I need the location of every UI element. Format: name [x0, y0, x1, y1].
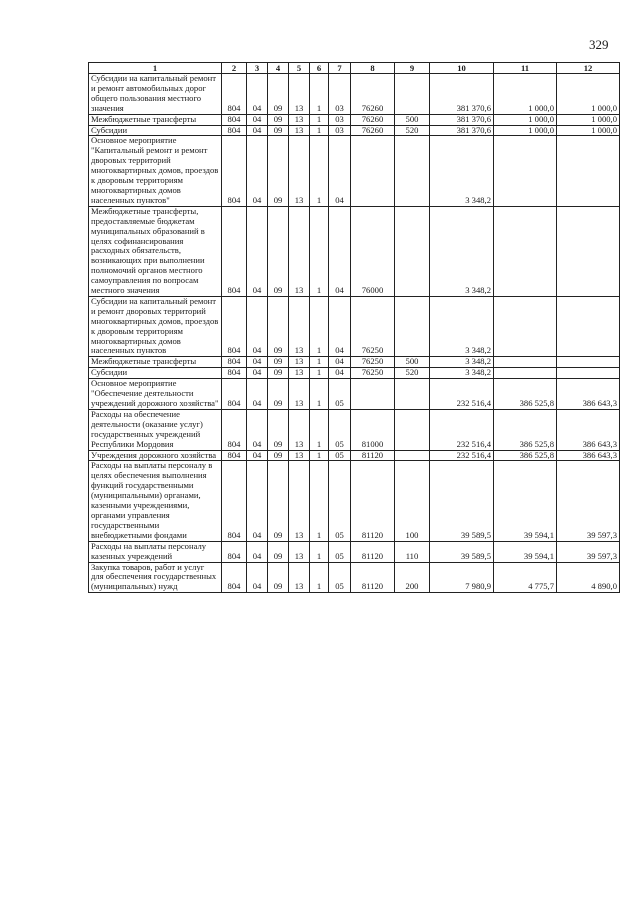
table-cell: 04	[247, 450, 268, 461]
table-cell: 39 589,5	[430, 461, 494, 541]
table-cell: 76260	[351, 125, 395, 136]
table-cell: 13	[289, 136, 310, 206]
table-cell: 03	[329, 125, 351, 136]
table-cell: 386 525,8	[494, 379, 557, 410]
table-cell: 05	[329, 409, 351, 450]
row-label: Субсидии на капитальный ремонт и ремонт автомобильных дорог общего пользования местного значения	[89, 74, 222, 115]
row-label: Расходы на выплаты персоналу казенных учреждений	[89, 541, 222, 562]
table-cell: 500	[395, 114, 430, 125]
table-cell: 04	[247, 125, 268, 136]
table-cell: 386 525,8	[494, 450, 557, 461]
table-cell: 100	[395, 461, 430, 541]
row-label: Расходы на выплаты персоналу в целях обеспечения выполнения функций государственными (муниципальными) органами, казенными учреждениями, органами управления государственными внебюджетными фондами	[89, 461, 222, 541]
table-cell: 1	[310, 541, 329, 562]
table-cell: 04	[329, 357, 351, 368]
table-row	[89, 206, 620, 296]
table-cell: 09	[268, 461, 289, 541]
table-cell: 804	[222, 368, 247, 379]
table-cell: 04	[329, 136, 351, 206]
table-row	[89, 450, 620, 461]
column-header: 7	[329, 63, 351, 74]
table-row	[89, 461, 620, 541]
table-cell: 04	[329, 296, 351, 356]
table-cell: 39 594,1	[494, 461, 557, 541]
table-cell: 05	[329, 461, 351, 541]
table-cell: 81120	[351, 461, 395, 541]
row-label: Межбюджетные трансферты	[89, 114, 222, 125]
table-cell: 39 589,5	[430, 541, 494, 562]
column-header: 12	[557, 63, 620, 74]
table-cell: 13	[289, 450, 310, 461]
table-cell: 13	[289, 357, 310, 368]
table-cell: 09	[268, 409, 289, 450]
table-cell: 05	[329, 541, 351, 562]
table-cell: 05	[329, 562, 351, 593]
table-cell: 04	[247, 206, 268, 296]
row-label: Закупка товаров, работ и услуг для обеспечения государственных (муниципальных) нужд	[89, 562, 222, 593]
row-label: Межбюджетные трансферты	[89, 357, 222, 368]
table-cell	[395, 409, 430, 450]
table-cell: 1	[310, 368, 329, 379]
table-cell: 09	[268, 114, 289, 125]
table-cell	[557, 357, 620, 368]
table-cell: 04	[247, 409, 268, 450]
table-cell	[395, 379, 430, 410]
table-cell: 04	[247, 357, 268, 368]
table-cell: 13	[289, 379, 310, 410]
table-cell: 804	[222, 409, 247, 450]
page-number: 329	[589, 37, 609, 52]
table-cell: 1	[310, 125, 329, 136]
table-cell: 804	[222, 541, 247, 562]
table-cell	[395, 450, 430, 461]
header-row	[89, 63, 620, 74]
table-cell: 804	[222, 461, 247, 541]
table-cell: 386 525,8	[494, 409, 557, 450]
table-cell: 3 348,2	[430, 368, 494, 379]
table-cell	[494, 206, 557, 296]
table-cell: 1	[310, 409, 329, 450]
table-cell: 09	[268, 206, 289, 296]
table-cell: 804	[222, 562, 247, 593]
table-cell: 13	[289, 409, 310, 450]
table-cell: 04	[329, 206, 351, 296]
table-cell: 76260	[351, 74, 395, 115]
table-cell: 05	[329, 379, 351, 410]
table-row	[89, 136, 620, 206]
table-cell: 13	[289, 114, 310, 125]
column-header: 1	[89, 63, 222, 74]
table-row	[89, 409, 620, 450]
table-cell: 13	[289, 461, 310, 541]
table-cell: 09	[268, 379, 289, 410]
table-cell: 76260	[351, 114, 395, 125]
table-cell: 1	[310, 379, 329, 410]
table-cell: 1 000,0	[494, 74, 557, 115]
table-cell	[395, 136, 430, 206]
table-row	[89, 541, 620, 562]
column-header: 11	[494, 63, 557, 74]
table-cell: 7 980,9	[430, 562, 494, 593]
column-header: 2	[222, 63, 247, 74]
table-cell: 04	[247, 136, 268, 206]
table-cell: 804	[222, 379, 247, 410]
table-cell	[494, 357, 557, 368]
table-cell: 110	[395, 541, 430, 562]
table-cell: 05	[329, 450, 351, 461]
table-cell: 804	[222, 357, 247, 368]
column-header: 9	[395, 63, 430, 74]
table-cell: 04	[247, 114, 268, 125]
table-cell: 04	[247, 296, 268, 356]
row-label: Расходы на обеспечение деятельности (оказание услуг) государственных учреждений Республики Мордовия	[89, 409, 222, 450]
column-header: 5	[289, 63, 310, 74]
table-cell: 04	[329, 368, 351, 379]
table-cell: 09	[268, 125, 289, 136]
table-cell: 1	[310, 136, 329, 206]
table-cell: 1	[310, 562, 329, 593]
table-cell: 04	[247, 562, 268, 593]
column-header: 10	[430, 63, 494, 74]
table-cell: 520	[395, 125, 430, 136]
table-cell: 1 000,0	[557, 74, 620, 115]
table-cell: 232 516,4	[430, 379, 494, 410]
row-label: Основное мероприятие "Капитальный ремонт и ремонт дворовых территорий многоквартирных домов, проездов к дворовым территориям многоквартирных домов населенных пунктов"	[89, 136, 222, 206]
table-cell: 1	[310, 357, 329, 368]
table-cell: 81000	[351, 409, 395, 450]
table-cell: 804	[222, 114, 247, 125]
table-cell: 804	[222, 74, 247, 115]
table-cell	[395, 74, 430, 115]
table-cell: 03	[329, 114, 351, 125]
table-row	[89, 368, 620, 379]
column-header: 4	[268, 63, 289, 74]
table-cell: 804	[222, 136, 247, 206]
table-cell: 76250	[351, 368, 395, 379]
table-cell: 804	[222, 450, 247, 461]
table-cell: 381 370,6	[430, 74, 494, 115]
table-cell: 3 348,2	[430, 357, 494, 368]
table-row	[89, 74, 620, 115]
table-cell	[494, 136, 557, 206]
table-cell: 09	[268, 296, 289, 356]
row-label: Основное мероприятие "Обеспечение деятельности учреждений дорожного хозяйства"	[89, 379, 222, 410]
table-cell	[351, 379, 395, 410]
table-cell: 13	[289, 368, 310, 379]
table-cell: 09	[268, 74, 289, 115]
table-cell: 520	[395, 368, 430, 379]
table-cell: 381 370,6	[430, 114, 494, 125]
table-row	[89, 357, 620, 368]
table-cell: 76250	[351, 296, 395, 356]
budget-table	[88, 62, 620, 593]
table-cell: 232 516,4	[430, 409, 494, 450]
table-cell: 1 000,0	[494, 114, 557, 125]
table-cell: 1	[310, 206, 329, 296]
table-cell: 09	[268, 562, 289, 593]
table-cell: 232 516,4	[430, 450, 494, 461]
table-cell	[557, 296, 620, 356]
table-cell: 4 775,7	[494, 562, 557, 593]
table-cell: 76000	[351, 206, 395, 296]
column-header: 8	[351, 63, 395, 74]
table-cell: 386 643,3	[557, 450, 620, 461]
row-label: Субсидии на капитальный ремонт и ремонт дворовых территорий многоквартирных домов, проездов к дворовым территориям многоквартирных домов населенных пунктов	[89, 296, 222, 356]
table-cell	[494, 296, 557, 356]
table-cell: 1	[310, 74, 329, 115]
table-cell: 09	[268, 368, 289, 379]
table-cell: 04	[247, 368, 268, 379]
table-cell: 804	[222, 296, 247, 356]
table-cell: 3 348,2	[430, 206, 494, 296]
table-cell: 39 597,3	[557, 461, 620, 541]
table-cell	[557, 206, 620, 296]
table-cell	[557, 368, 620, 379]
table-cell: 04	[247, 379, 268, 410]
table-cell: 81120	[351, 450, 395, 461]
table-cell	[395, 296, 430, 356]
table-cell: 200	[395, 562, 430, 593]
row-label: Субсидии	[89, 368, 222, 379]
table-cell: 1 000,0	[494, 125, 557, 136]
table-cell: 04	[247, 74, 268, 115]
table-cell: 1 000,0	[557, 125, 620, 136]
table-cell: 13	[289, 562, 310, 593]
table-row	[89, 562, 620, 593]
table-cell: 1	[310, 461, 329, 541]
table-cell: 4 890,0	[557, 562, 620, 593]
table-row	[89, 379, 620, 410]
table-cell: 386 643,3	[557, 379, 620, 410]
table-cell: 13	[289, 541, 310, 562]
table-cell: 13	[289, 125, 310, 136]
table-cell: 13	[289, 296, 310, 356]
table-cell: 1 000,0	[557, 114, 620, 125]
row-label: Учреждения дорожного хозяйства	[89, 450, 222, 461]
table-cell: 381 370,6	[430, 125, 494, 136]
table-cell: 39 597,3	[557, 541, 620, 562]
table-cell: 500	[395, 357, 430, 368]
table-cell: 04	[247, 461, 268, 541]
table-cell: 76250	[351, 357, 395, 368]
table-cell: 04	[247, 541, 268, 562]
table-cell: 386 643,3	[557, 409, 620, 450]
table-cell: 13	[289, 74, 310, 115]
table-cell: 81120	[351, 562, 395, 593]
row-label: Субсидии	[89, 125, 222, 136]
table-cell	[494, 368, 557, 379]
table-cell	[395, 206, 430, 296]
table-cell: 3 348,2	[430, 136, 494, 206]
table-cell: 09	[268, 450, 289, 461]
table-cell: 3 348,2	[430, 296, 494, 356]
table-row	[89, 114, 620, 125]
table-cell: 1	[310, 114, 329, 125]
table-cell: 804	[222, 125, 247, 136]
column-header: 6	[310, 63, 329, 74]
table-cell: 13	[289, 206, 310, 296]
table-row	[89, 125, 620, 136]
table-cell: 804	[222, 206, 247, 296]
table-cell: 1	[310, 296, 329, 356]
table-cell: 03	[329, 74, 351, 115]
column-header: 3	[247, 63, 268, 74]
table-cell: 09	[268, 357, 289, 368]
table-cell	[557, 136, 620, 206]
table-row	[89, 296, 620, 356]
row-label: Межбюджетные трансферты, предоставляемые бюджетам муниципальных образований в целях софинансирования расходных обязательств, возникающих при выполнении полномочий органов местного самоуправления по вопросам местного значения	[89, 206, 222, 296]
table-cell: 39 594,1	[494, 541, 557, 562]
table-cell	[351, 136, 395, 206]
table-cell: 09	[268, 541, 289, 562]
table-cell: 09	[268, 136, 289, 206]
table-cell: 1	[310, 450, 329, 461]
table-cell: 81120	[351, 541, 395, 562]
